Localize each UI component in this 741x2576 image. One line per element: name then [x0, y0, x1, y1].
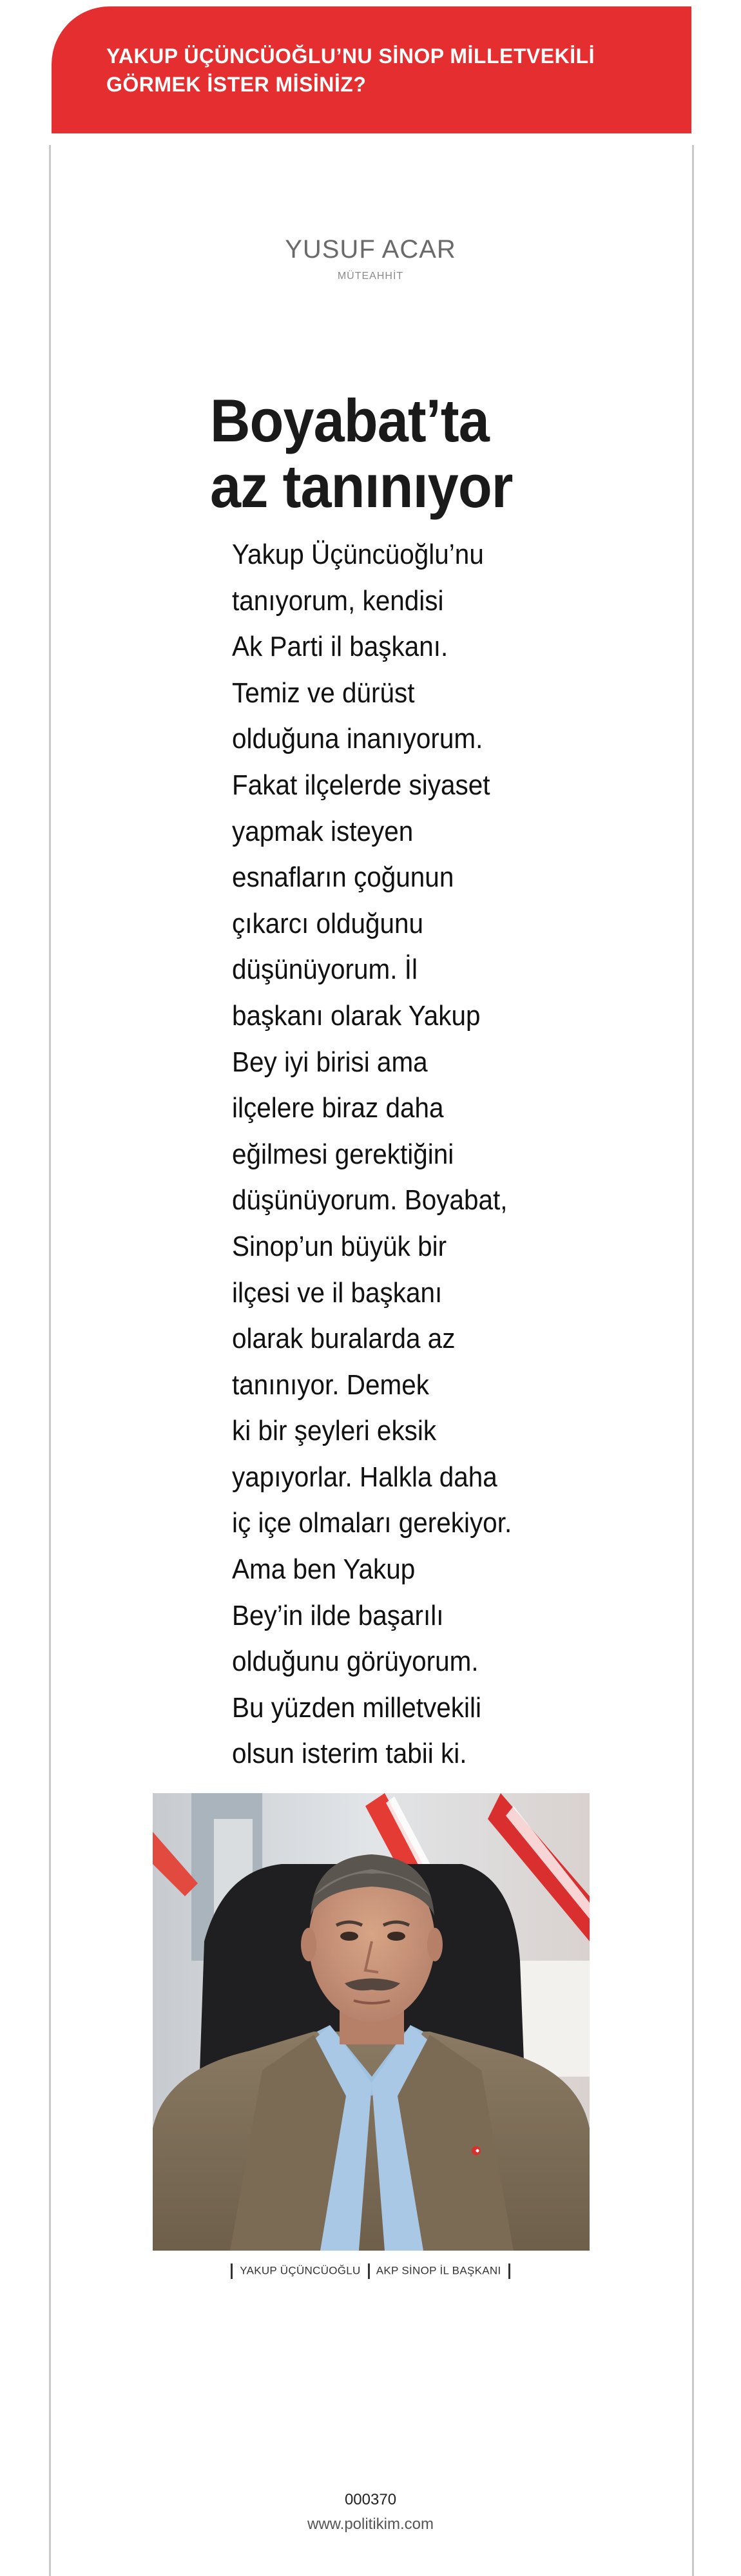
caption-divider	[508, 2264, 510, 2279]
body-line: Bu yüzden milletvekili	[232, 1691, 481, 1724]
body-line: Temiz ve dürüst	[232, 677, 415, 709]
headline-banner	[52, 6, 691, 133]
caption-role: AKP SİNOP İL BAŞKANI	[376, 2264, 501, 2277]
body-line: Bey iyi birisi ama	[232, 1046, 428, 1078]
caption-divider	[231, 2264, 233, 2279]
body-line: eğilmesi gerektiğini	[232, 1138, 454, 1170]
body-line: olduğunu görüyorum.	[232, 1646, 479, 1678]
caption-name: YAKUP ÜÇÜNCÜOĞLU	[240, 2264, 361, 2277]
body-line: ilçesi ve il başkanı	[232, 1276, 443, 1309]
body-line: Fakat ilçelerde siyaset	[232, 769, 490, 801]
body-line: çıkarcı olduğunu	[232, 907, 424, 939]
article-code: 000370	[344, 2491, 397, 2508]
body-line: tanınıyor. Demek	[232, 1369, 430, 1401]
banner-line-1: YAKUP ÜÇÜNCÜOĞLU’NU SİNOP MİLLETVEKİLİ	[106, 44, 595, 68]
body-line: yapmak isteyen	[232, 815, 414, 847]
body-line: ilçelere biraz daha	[232, 1092, 444, 1124]
body-line: Bey’in ilde başarılı	[232, 1599, 444, 1631]
article-body	[232, 532, 593, 1777]
author-title: MÜTEAHHİT	[337, 271, 404, 282]
body-line: düşünüyorum. Boyabat,	[232, 1184, 508, 1216]
body-line: düşünüyorum. İl	[232, 954, 418, 986]
body-line: olduğuna inanıyorum.	[232, 723, 483, 755]
body-line: Sinop’un büyük bir	[232, 1230, 447, 1262]
photo-caption	[0, 2264, 741, 2279]
body-line: esnafların çoğunun	[232, 861, 454, 894]
banner-line-2: GÖRMEK İSTER MİSİNİZ?	[106, 73, 367, 96]
body-line: tanıyorum, kendisi	[232, 584, 444, 617]
headline-line-2: az tanınıyor	[210, 452, 513, 520]
site-link[interactable]: www.politikim.com	[307, 2515, 434, 2533]
caption-divider	[368, 2264, 370, 2279]
article-headline	[210, 388, 610, 519]
body-line: başkanı olarak Yakup	[232, 999, 481, 1032]
body-line: olsun isterim tabii ki.	[232, 1738, 467, 1770]
body-line: Ama ben Yakup	[232, 1553, 416, 1586]
body-line: ki bir şeyleri eksik	[232, 1415, 437, 1447]
headline-line-1: Boyabat’ta	[210, 387, 489, 454]
portrait-photo	[153, 1793, 590, 2251]
author-name: YUSUF ACAR	[285, 235, 456, 264]
body-line: yapıyorlar. Halkla daha	[232, 1461, 497, 1493]
body-line: olarak buralarda az	[232, 1323, 456, 1355]
body-line: iç içe olmaları gerekiyor.	[232, 1507, 512, 1539]
body-line: Yakup Üçüncüoğlu’nu	[232, 539, 484, 570]
body-line: Ak Parti il başkanı.	[232, 631, 448, 663]
